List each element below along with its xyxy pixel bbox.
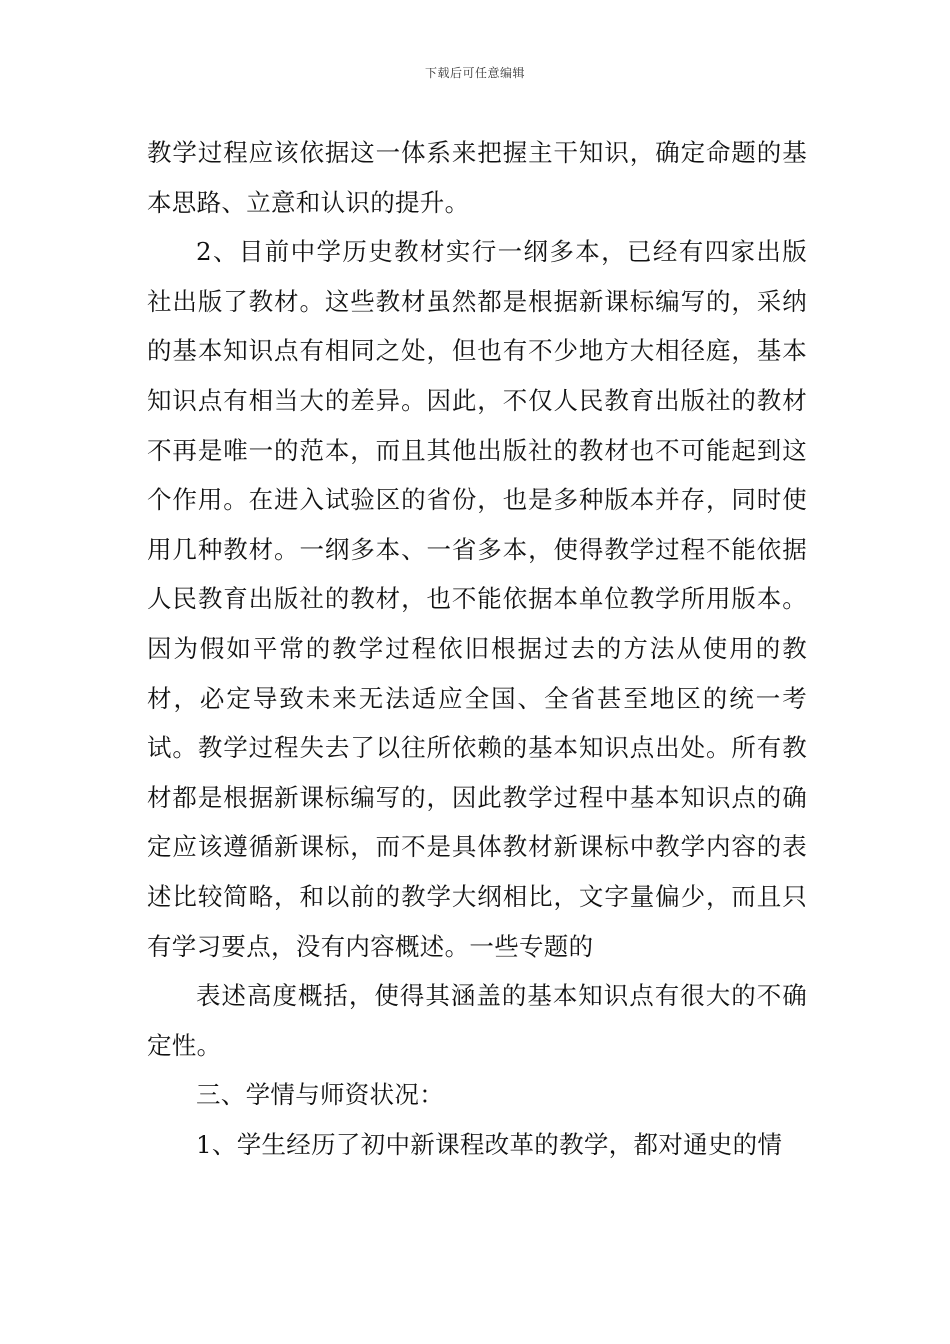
paragraph-topic-summary: 表述高度概括，使得其涵盖的基本知识点有很大的不确定性。 (147, 981, 807, 1060)
paragraph-textbook-versions: 2、目前中学历史教材实行一纲多本，已经有四家出版社出版了教材。这些教材虽然都是根据新课标编写的，采纳的基本知识点有相同之处，但也有不少地方大相径庭，基本知识点有相当大的差异。因此，不仅人民教育出版社的教材不再是唯一的范本，而且其他出版社的教材也不可能起到这个作用。在进入试验区的省份，也是多种版本并存，同时使用几种教材。一纲多本、一省多本，使得教学过程不能依据人民教育出版社的教材，也不能依据本单位教学所用版本。因为假如平常的教学过程依旧根据过去的方法从使用的教材，必定导致未来无法适应全国、全省甚至地区的统一考试。教学过程失去了以往所依赖的基本知识点出处。所有教材都是根据新课标编写的，因此教学过程中基本知识点的确定应该遵循新课标，而不是具体教材新课标中教学内容的表述比较简略，和以前的教学大纲相比，文字量偏少，而且只有学习要点，没有内容概述。一些专题的 (147, 237, 807, 961)
page-header: 下载后可任意编辑 (424, 66, 525, 80)
section-heading-student-teacher: 三、学情与师资状况： (196, 1080, 444, 1110)
paragraph-continuation: 教学过程应该依据这一体系来把握主干知识，确定命题的基本思路、立意和认识的提升。 (147, 138, 807, 217)
document-body (147, 128, 807, 1169)
paragraph-students-experience: 1、学生经历了初中新课程改革的教学，都对通史的情 (196, 1129, 783, 1159)
